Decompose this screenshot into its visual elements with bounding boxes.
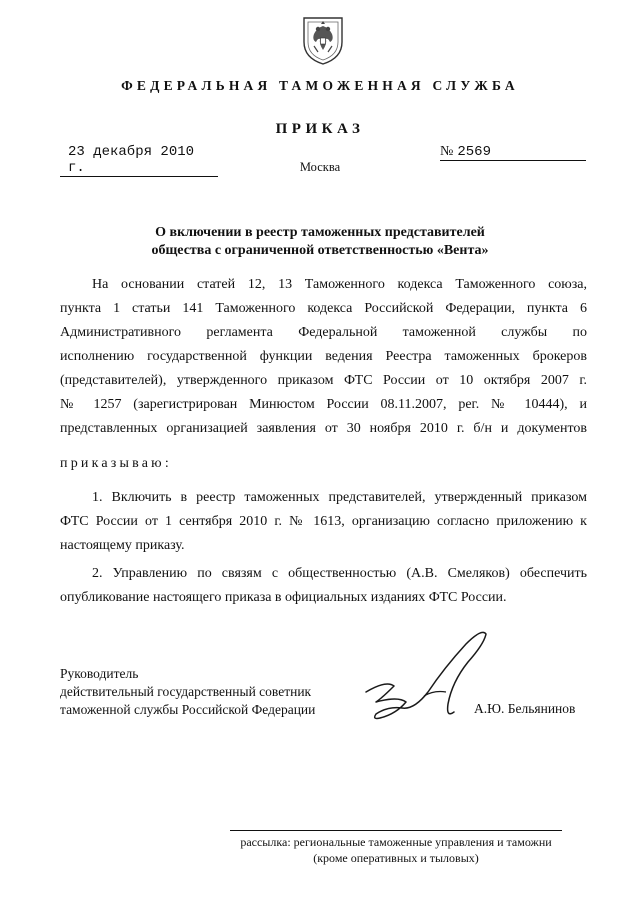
preamble-line-1: На основании статей 12, 13 Таможенного кодекса Таможенного союза, [92, 277, 587, 292]
item-1-line-1: 1. Включить в реестр таможенных представителей, утвержденный приказом [92, 490, 587, 505]
document-type: ПРИКАЗ [275, 121, 365, 137]
signer-name: А.Ю. Бельянинов [474, 701, 576, 716]
signatory-title-line-1: Руководитель [60, 666, 139, 681]
distribution-line-1: рассылка: региональные таможенные управления и таможни [240, 835, 552, 849]
signatory-title-line-3: таможенной службы Российской Федерации [60, 702, 316, 717]
coat-of-arms-icon [300, 12, 346, 66]
order-date: 23 декабря 2010 г. [60, 144, 218, 177]
order-word: приказываю: [60, 456, 172, 471]
signatory-title [60, 665, 315, 719]
number-value: 2569 [457, 144, 491, 160]
preamble-line-3: Административного регламента Федеральной таможенной службы по [60, 325, 587, 340]
preamble-line-5: (представителей), утвержденного приказом ФТС России от 10 октября 2007 г. [60, 373, 587, 388]
item-1-line-2: ФТС России от 1 сентября 2010 г. № 1613, организацию согласно приложению к [60, 514, 587, 529]
preamble-line-7: представленных организацией заявления от 30 ноября 2010 г. б/н и документов [60, 421, 587, 436]
preamble-line-2: пункта 1 статьи 141 Таможенного кодекса Российской Федерации, пункта 6 [60, 301, 587, 316]
order-subject [0, 224, 640, 260]
subject-line-1: О включении в реестр таможенных представителей [155, 225, 485, 240]
agency-name: ФЕДЕРАЛЬНАЯ ТАМОЖЕННАЯ СЛУЖБА [121, 78, 519, 93]
subject-line-2: общества с ограниченной ответственностью «Вента» [151, 243, 489, 258]
preamble-line-6: № 1257 (зарегистрирован Минюстом России 08.11.2007, рег. № 10444), и [60, 397, 587, 412]
city: Москва [299, 160, 341, 174]
number-prefix: № [440, 144, 454, 159]
distribution-list [230, 834, 562, 866]
distribution-line-2: (кроме оперативных и тыловых) [313, 851, 479, 865]
handwritten-signature [336, 622, 496, 732]
preamble-line-4: исполнению государственной функции ведения Реестра таможенных брокеров [60, 349, 587, 364]
item-1-line-3: настоящему приказу. [60, 538, 185, 553]
order-number [440, 144, 586, 161]
distribution-divider [230, 830, 562, 831]
signatory-title-line-2: действительный государственный советник [60, 684, 312, 699]
item-2-line-2: опубликование настоящего приказа в официальных изданиях ФТС России. [60, 590, 507, 605]
item-2-line-1: 2. Управлению по связям с общественностью (А.В. Смеляков) обеспечить [92, 566, 587, 581]
